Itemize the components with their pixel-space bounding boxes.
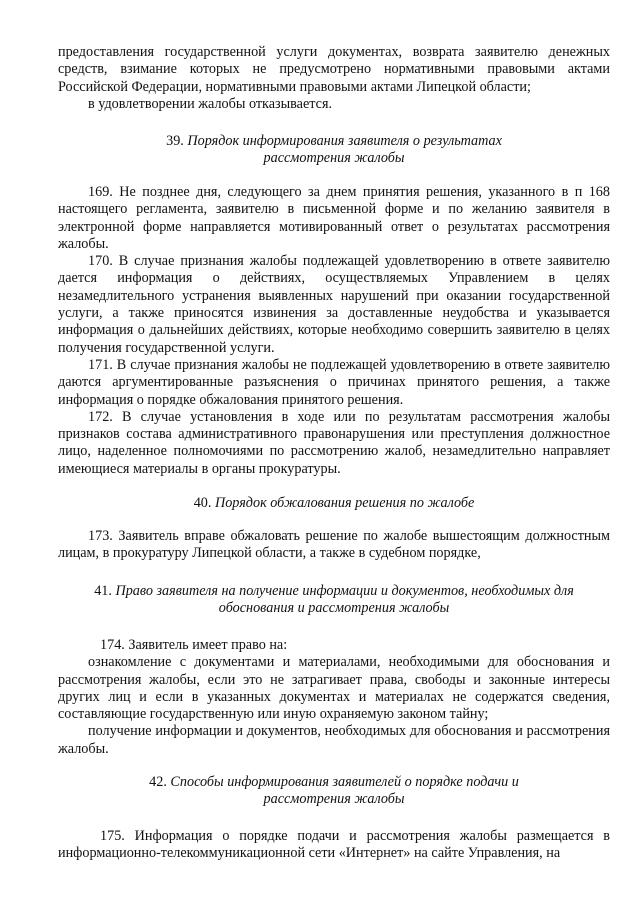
paragraph-173: 173. Заявитель вправе обжаловать решение по жалобе вышестоящим должностным лицам, в прокуратуру Липецкой области, а также в судебном порядке,	[58, 528, 610, 562]
paragraph-174-a: ознакомление с документами и материалами, необходимыми для обоснования и рассмотрения жалобы, если это не затрагивает права, свободы и законные интересы других лиц и если в указанных документах и материалах не содержатся сведения, составляющие государственную или иную охраняемую законом тайну;	[58, 654, 610, 723]
section-number: 40.	[193, 495, 212, 511]
paragraph-174: 174. Заявитель имеет право на:	[100, 637, 288, 653]
section-heading-42-line2: рассмотрения жалобы	[263, 791, 405, 808]
text-block-175	[58, 828, 610, 863]
section-title: Способы информирования заявителей о порядке подачи и	[170, 774, 519, 790]
section-heading-39-line1	[58, 133, 610, 150]
paragraph-172: 172. В случае установления в ходе или по результатам рассмотрения жалобы признаков состава административного правонарушения или преступления должностное лицо, наделенное полномочиями по рассмотрению жалоб, незамедлительно направляет имеющиеся материалы в органы прокуратуры.	[58, 408, 610, 477]
section-heading-39-line2: рассмотрения жалобы	[263, 150, 405, 167]
section-heading-40	[58, 495, 610, 512]
section-heading-39	[58, 133, 610, 168]
section-heading-42	[58, 774, 610, 809]
section-title: Порядок обжалования решения по жалобе	[214, 495, 475, 511]
text-block-top	[58, 44, 610, 113]
paragraph-continuation: предоставления государственной услуги документах, возврата заявителю денежных средств, взимание которых не предусмотрено нормативными правовыми актами Российской Федерации, нормативными правовыми актами Липецкой области;	[58, 44, 610, 95]
paragraph-refusal: в удовлетворении жалобы отказывается.	[88, 95, 333, 112]
paragraph-171: 171. В случае признания жалобы не подлежащей удовлетворению в ответе заявителю даются аргументированные разъяснения о причинах принятого решения, а также информация о порядке обжалования принятого решения.	[58, 356, 610, 408]
section-number: 42.	[149, 774, 167, 790]
text-block-174	[58, 637, 610, 758]
section-heading-41	[58, 583, 610, 618]
paragraph-175: 175. Информация о порядке подачи и рассмотрения жалобы размещается в информационно-телекоммуникационной сети «Интернет» на сайте Управления, на	[58, 828, 610, 862]
paragraph-169: 169. Не позднее дня, следующего за днем принятия решения, указанного в п 168 настоящего регламента, заявителю в письменной форме и по желанию заявителя в электронной форме направляется мотивированный ответ о результатах рассмотрения жалобы.	[58, 184, 610, 252]
text-block-169-172	[58, 184, 610, 478]
paragraph-170: 170. В случае признания жалобы подлежащей удовлетворению в ответе заявителю дается информация о действиях, осуществляемых Управлением в целях незамедлительного устранения выявленных нарушений при оказании государственной услуги, а также приносятся извинения за доставленные неудобства и указывается информация о дальнейших действиях, которые необходимо совершить заявителю в целях получения государственной услуги.	[58, 253, 610, 356]
section-number: 39.	[166, 133, 184, 149]
section-title: Право заявителя на получение информации и документов, необходимых для	[115, 583, 574, 599]
paragraph-174-b: получение информации и документов, необходимых для обоснования и рассмотрения жалобы.	[58, 723, 610, 757]
section-title: Порядок информирования заявителя о результатах	[187, 133, 502, 149]
section-heading-41-line2: обоснования и рассмотрения жалобы	[218, 600, 450, 617]
section-number: 41.	[94, 583, 112, 599]
text-block-173	[58, 528, 610, 563]
